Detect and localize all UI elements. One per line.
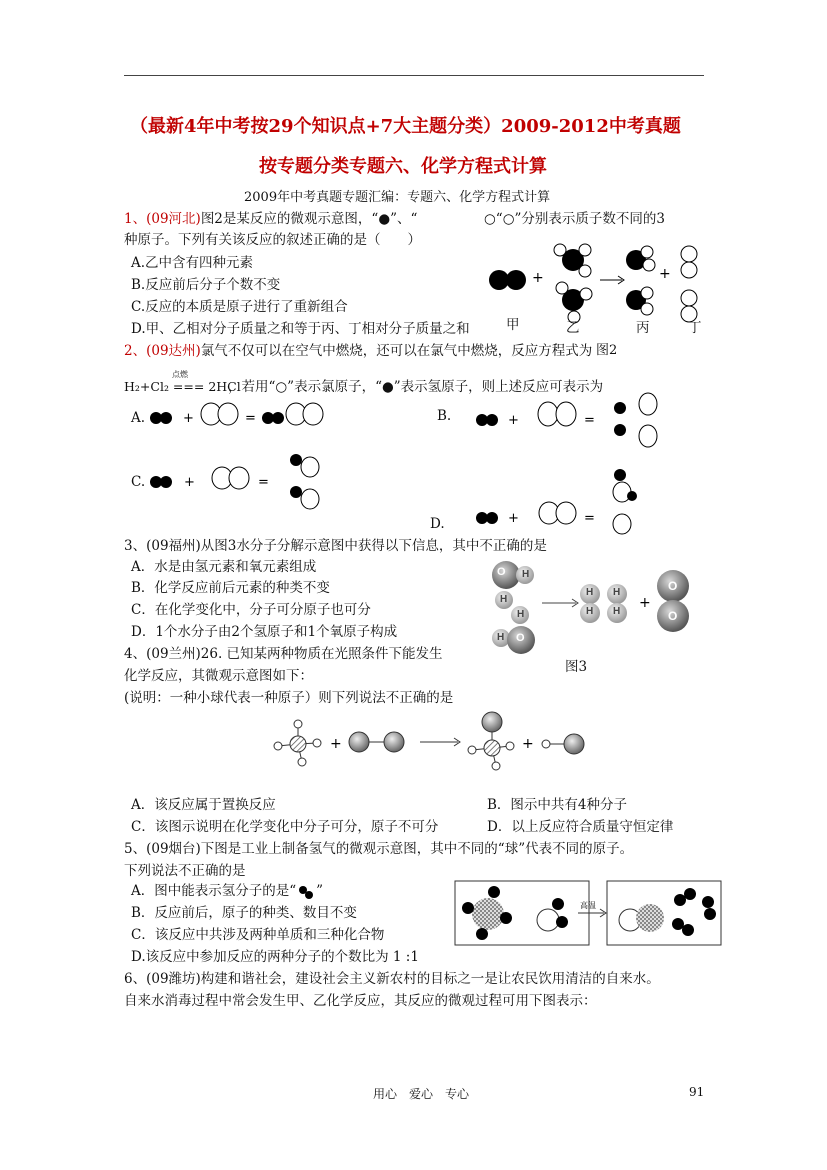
q5-option-a-end: ” xyxy=(316,883,324,899)
q4-product-chloromethane xyxy=(468,712,514,770)
q3-atom-h3: H xyxy=(517,609,525,620)
q1-molecule-yi-top xyxy=(554,244,591,277)
svg-text:+: + xyxy=(639,595,651,611)
q2-option-a-figure xyxy=(148,400,318,436)
hydrogen-molecule-icon xyxy=(296,884,316,900)
q6-line1: 6、(09潍坊)构建和谐社会，建设社会主义新农村的目标之一是让农民饮用清洁的自来水。 xyxy=(124,971,660,987)
q1-stem xyxy=(124,209,417,229)
q3-atom-h8: H xyxy=(613,606,621,617)
svg-text:=: = xyxy=(258,475,269,490)
q3-atom-h6: H xyxy=(613,587,621,598)
q1-label-bing: 丙 xyxy=(636,320,650,336)
q3-option-a: A．水是由氢元素和氧元素组成 xyxy=(131,559,317,575)
footer-motto: 用心 爱心 专心 xyxy=(373,1087,470,1101)
q2-option-d: D. xyxy=(430,516,445,532)
black-atom-icon: ● xyxy=(378,211,391,227)
q1-label-ding: 丁 xyxy=(688,320,702,336)
header-rule xyxy=(124,75,704,76)
q3-stem: 3、(09福州)从图3水分子分解示意图中获得以下信息，其中不正确的是 xyxy=(124,538,547,554)
q1-text-d: ”分别表示质子数不同的3 xyxy=(514,211,665,227)
q4-chlorine-molecule xyxy=(349,732,404,752)
q1-text-a: 图2是某反应的微观示意图，“ xyxy=(200,211,379,227)
q3-atom-o1: O xyxy=(497,566,506,578)
svg-text:=: = xyxy=(245,411,256,426)
q3-atom-h5: H xyxy=(586,587,594,598)
white-atom-icon: ○ xyxy=(502,211,515,227)
q2-option-d-products xyxy=(608,465,648,535)
title-line2: 按专题分类专题六、化学方程式计算 xyxy=(259,156,547,177)
q3-atom-h2: H xyxy=(500,594,508,605)
q2-equation: H₂+Cl₂ === 2HCl xyxy=(124,379,241,394)
q2-stem xyxy=(124,341,592,361)
q2-option-b: B. xyxy=(437,408,452,424)
q4-option-c: C．该图示说明在化学变化中分子可分，原子不可分 xyxy=(131,819,439,835)
q4-option-b: B．图示中共有4种分子 xyxy=(487,797,628,813)
q1-line2: 种原子。下列有关该反应的叙述正确的是（ ） xyxy=(124,232,421,248)
q5-option-d: D.该反应中参加反应的两种分子的个数比为 1 :1 xyxy=(131,949,419,965)
q4-line2: 化学反应，其微观示意图如下： xyxy=(124,668,313,684)
svg-text:+: + xyxy=(184,475,195,490)
q1-figure-label: 图2 xyxy=(596,339,617,358)
q4-line3: (说明：一种小球代表一种原子）则下列说法不正确的是 xyxy=(124,690,454,706)
q2-text2: ，若用“○”表示氯原子，“●”表示氢原子，则上述反应可表示为 xyxy=(228,379,604,395)
title-line1: （最新4年中考按29个知识点+7大主题分类）2009-2012中考真题 xyxy=(130,116,681,137)
q1-molecule-yi-bottom xyxy=(556,282,592,323)
q4-line1: 4、(09兰州)26. 已知某两种物质在光照条件下能发生 xyxy=(124,646,443,662)
q3-atom-h4: H xyxy=(497,632,505,643)
q2-num: 2、 xyxy=(124,343,147,359)
q2-option-a: A. xyxy=(131,410,146,426)
q1-source: (09河北) xyxy=(146,211,201,227)
q3-atom-o4: O xyxy=(668,609,678,623)
q4-methane-molecule xyxy=(274,720,321,766)
q3-atom-o3: O xyxy=(668,579,678,593)
plus-sign: + xyxy=(659,266,671,282)
q5-option-b: B．反应前后，原子的种类、数目不变 xyxy=(131,905,357,921)
svg-text:+: + xyxy=(508,413,519,428)
q4-product-hcl xyxy=(542,734,584,754)
q4-option-a: A．该反应属于置换反应 xyxy=(131,797,276,813)
q3-atom-o2: O xyxy=(516,632,525,644)
small-atom-icon: ○ xyxy=(484,211,496,227)
svg-text:=: = xyxy=(584,511,595,526)
q1-text-b: ”、“ xyxy=(390,211,418,227)
q4-reaction-figure xyxy=(270,710,620,780)
q1-option-d: D.甲、乙相对分子质量之和等于丙、丁相对分子质量之和 xyxy=(131,321,470,337)
q2-option-c: C. xyxy=(131,474,146,490)
svg-text:+: + xyxy=(508,511,519,526)
svg-text:+: + xyxy=(183,411,194,426)
q3-figure-label: 图3 xyxy=(565,659,588,675)
q4-option-d: D．以上反应符合质量守恒定律 xyxy=(487,819,674,835)
q1-num: 1、 xyxy=(124,211,147,227)
svg-text:+: + xyxy=(330,736,342,752)
q1-text-c: “ xyxy=(495,211,503,227)
q1-molecule-jia xyxy=(489,270,526,290)
q1-molecule-bing xyxy=(626,246,655,315)
q1-label-jia: 甲 xyxy=(506,317,520,333)
q2-option-b-figure xyxy=(474,392,674,452)
q1-option-a: A.乙中含有四种元素 xyxy=(131,255,254,271)
q5-option-a xyxy=(131,881,323,901)
q2-option-c-figure xyxy=(148,450,328,520)
plus-sign: + xyxy=(532,270,544,286)
subtitle: 2009年中考真题专题汇编：专题六、化学方程式计算 xyxy=(244,190,551,205)
q5-line1: 5、(09烟台)下图是工业上制备氢气的微观示意图，其中不同的“球”代表不同的原子。 xyxy=(124,841,634,857)
q2-condition: 点燃 xyxy=(172,370,188,379)
q3-atom-h1: H xyxy=(522,569,530,580)
q5-line2: 下列说法不正确的是 xyxy=(124,863,246,879)
q3-option-b: B．化学反应前后元素的种类不变 xyxy=(131,580,330,596)
q2-source: (09达州) xyxy=(146,343,201,359)
q3-atom-h7: H xyxy=(586,606,594,617)
q6-line2: 自来水消毒过程中常会发生甲、乙化学反应，其反应的微观过程可用下图表示： xyxy=(124,993,597,1009)
q5-hydrogen-production-figure xyxy=(454,880,724,946)
page-number: 91 xyxy=(689,1085,705,1099)
q2-option-d-figure xyxy=(474,500,614,536)
q1-stem-right xyxy=(484,209,665,229)
q5-condition: 高温 xyxy=(580,901,596,910)
q5-option-c: C．该反应中共涉及两种单质和三种化合物 xyxy=(131,927,385,943)
q1-label-yi: 乙 xyxy=(566,320,580,336)
svg-text:=: = xyxy=(584,413,595,428)
q2-text: 氯气不仅可以在空气中燃烧，还可以在氯气中燃烧，反应方程式为 xyxy=(200,343,593,359)
q1-option-c: C.反应的本质是原子进行了重新组合 xyxy=(131,299,348,315)
q3-option-d: D．1个水分子由2个氢原子和1个氧原子构成 xyxy=(131,624,398,640)
q1-molecule-ding xyxy=(681,246,697,322)
q3-option-c: C．在化学变化中，分子可分原子也可分 xyxy=(131,602,371,618)
q1-option-b: B.反应前后分子个数不变 xyxy=(131,277,281,293)
q5-option-a-text: A．图中能表示氢分子的是“ xyxy=(131,883,297,899)
svg-text:+: + xyxy=(522,736,534,752)
